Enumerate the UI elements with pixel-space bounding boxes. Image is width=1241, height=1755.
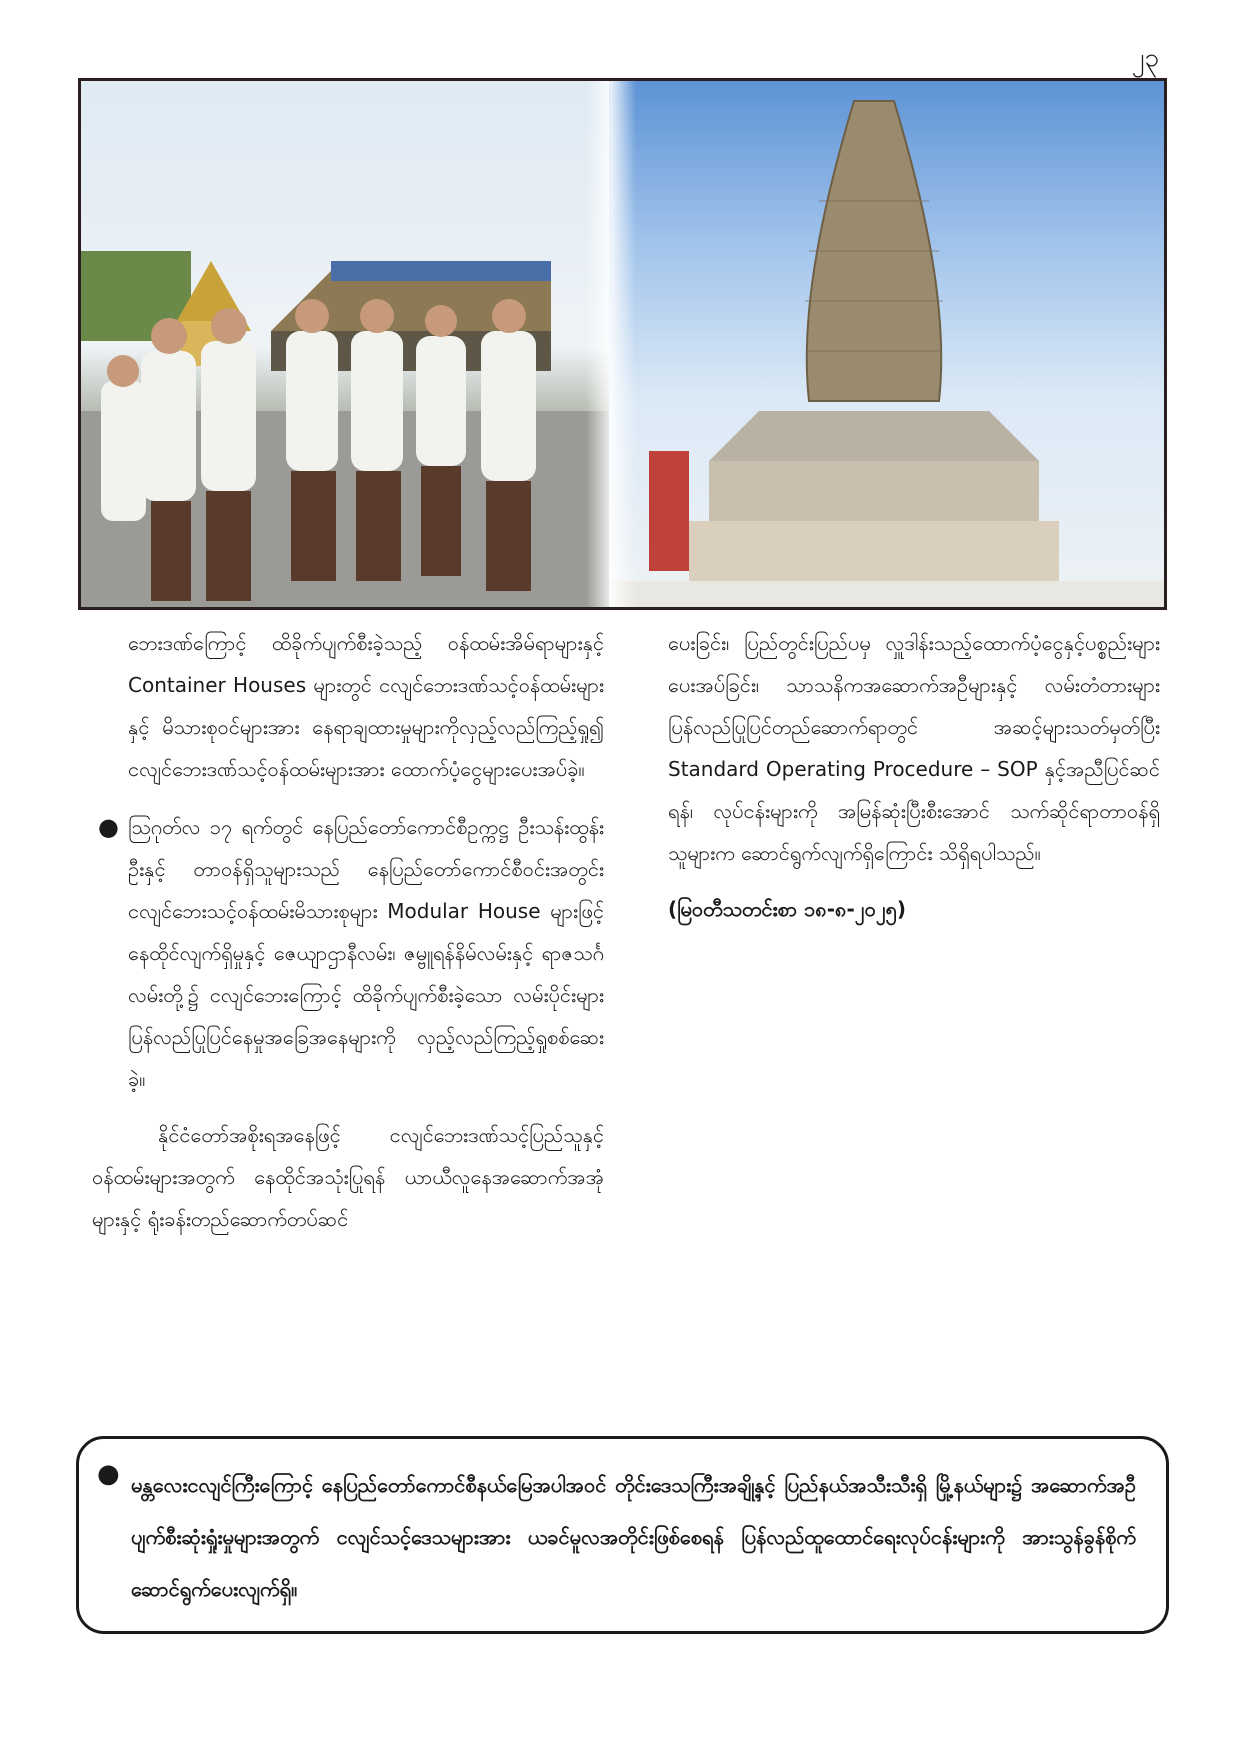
pagoda-renovation-photo <box>609 81 1164 607</box>
right-paragraph: ပေးခြင်း၊ ပြည်တွင်းပြည်ပမှ လှူဒါန်းသည့်ထောက်ပံ့ငွေနှင့်ပစ္စည်းများပေးအပ်ခြင်း၊ သာသနိကအဆောက်အဦများနှင့် လမ်းတံတားများ ပြန်လည်ပြုပြင်တည်ဆောက်ရာတွင် အဆင့်များသတ်မှတ်ပြီး Standard Operating Procedure – SOP နှင့်အညီပြင်ဆင်ရန်၊ လုပ်ငန်းများကို အမြန်ဆုံးပြီးစီးအောင် သက်ဆိုင်ရာတာဝန်ရှိသူများက ဆောင်ရွက်လျက်ရှိကြောင်း သိရှိရပါသည်။ <box>668 631 1160 865</box>
officials-inspection-photo <box>81 81 609 607</box>
photo-collage <box>78 78 1167 610</box>
left-continuation-text: ဘေးဒဏ်ကြောင့် ထိခိုက်ပျက်စီးခဲ့သည့် ဝန်ထမ်းအိမ်ရာများနှင့် Container Houses များတွင် ငလျင်ဘေးဒဏ်သင့်ဝန်ထမ်းများနှင့် မိသားစုဝင်များအား နေရာချထားမှုများကိုလှည့်လည်ကြည့်ရှု၍ ငလျင်ဘေးဒဏ်သင့်ဝန်ထမ်းများအား ထောက်ပံ့ငွေများပေးအပ်ခဲ့။ <box>128 631 604 781</box>
photo-divider <box>586 81 636 607</box>
bullet-item <box>92 806 604 1100</box>
left-column <box>92 622 604 1240</box>
highlight-text: မန္တလေးငလျင်ကြီးကြောင့် နေပြည်တော်ကောင်စီနယ်မြေအပါအဝင် တိုင်းဒေသကြီးအချို့နှင့် ပြည်နယ်အသီးသီးရှိ မြို့နယ်များ၌ အဆောက်အဦပျက်စီးဆုံးရှုံးမှုများအတွက် ငလျင်သင့်ဒေသများအား ယခင်မူလအတိုင်းဖြစ်စေရန် ပြန်လည်ထူထောင်ရေးလုပ်ငန်းများကို အားသွန်ခွန်စိုက်ဆောင်ရွက်ပေးလျက်ရှိ။ <box>131 1473 1136 1601</box>
bullet-text: ဩဂုတ်လ ၁၇ ရက်တွင် နေပြည်တော်ကောင်စီဥက္ကဋ္ဌ ဦးသန်းထွန်းဦးနှင့် တာဝန်ရှိသူများသည် နေပြည်တော်ကောင်စီဝင်းအတွင်း ငလျင်ဘေးသင့်ဝန်ထမ်းမိသားစုများ Modular House များဖြင့် နေထိုင်လျက်ရှိမှုနှင့် ဇေယျာဌာနီလမ်း၊ ဇမ္ဗူရန်နိမ်လမ်းနှင့် ရာဇသင်္ဂလမ်းတို့၌ ငလျင်ဘေးကြောင့် ထိခိုက်ပျက်စီးခဲ့သော လမ်းပိုင်းများ ပြန်လည်ပြုပြင်နေမှုအခြေအနေများကို လှည့်လည်ကြည့်ရှုစစ်ဆေးခဲ့။ <box>128 815 604 1091</box>
highlight-bullet-icon: ● <box>97 1459 120 1489</box>
page-number: ၂၃ <box>1131 43 1159 73</box>
source-citation: (မြဝတီသတင်းစာ ၁၈-၈-၂၀၂၅) <box>668 897 907 921</box>
highlight-box <box>76 1436 1169 1634</box>
pagoda-photo-illustration <box>609 81 1164 607</box>
bullet-icon: ● <box>98 813 119 841</box>
right-column <box>668 622 1160 930</box>
left-paragraph: နိုင်ငံတော်အစိုးရအနေဖြင့် ငလျင်ဘေးဒဏ်သင့်ပြည်သူနှင့်ဝန်ထမ်းများအတွက် နေထိုင်အသုံးပြုရန် ယာယီလူနေအဆောက်အအုံများနှင့် ရုံးခန်းတည်ဆောက်တပ်ဆင် <box>92 1123 604 1231</box>
officials-photo-illustration <box>81 81 609 607</box>
